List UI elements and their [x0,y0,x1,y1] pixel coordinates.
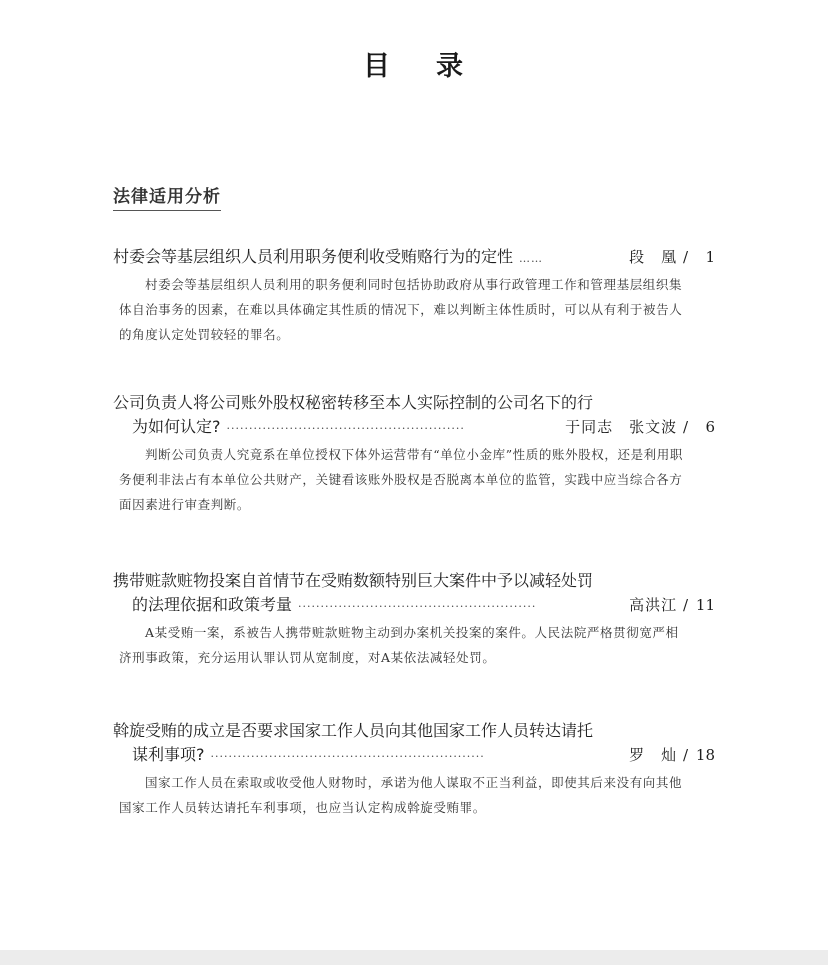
toc-entry-page-number: 1 [705,248,715,266]
toc-entry-summary: 判断公司负责人究竟系在单位授权下体外运营带有“单位小金库”性质的账外股权，还是利用职务便利非法占有本单位公共财产，关键看该账外股权是否脱离本单位的监管，实践中应当综合各方面因素进行审查判断。 [119,447,683,512]
toc-entry-title-line [113,390,715,414]
toc-entry-title: 斡旋受贿的成立是否要求国家工作人员向其他国家工作人员转达请托 [113,721,594,740]
toc-entry-summary: 村委会等基层组织人员利用的职务便利同时包括协助政府从事行政管理工作和管理基层组织集体自治事务的因素，在难以具体确定其性质的情况下，难以判断主体性质时，可以从有利于被告人的角度认定处罚较轻的罪名。 [119,277,683,342]
section-heading: 法律适用分析 [113,182,221,211]
toc-entry-page-number: 18 [695,746,715,764]
toc-entry-summary: A某受贿一案，系被告人携带赃款赃物主动到办案机关投案的案件。人民法院严格贯彻宽严相济刑事政策，充分运用认罪认罚从宽制度，对A某依法减轻处罚。 [119,625,679,665]
toc-entry-title: 村委会等基层组织人员利用职务便利收受贿赂行为的定性 [113,247,514,266]
toc-entry-title-line [113,568,715,592]
toc-entry-author: 高洪江 / [629,596,689,614]
viewer-bottom-bar [0,950,828,965]
toc-entry-title-continued: 为如何认定? [132,417,221,436]
page-title-right: 录 [436,51,465,82]
toc-entry[interactable] [113,568,715,670]
toc-entry-author: 段 凰 / [629,248,689,266]
toc-entry-title-continued: 的法理依据和政策考量 [132,595,293,614]
toc-entry-title-line [113,592,715,616]
toc-entry-title-line [113,414,715,438]
toc-leader-dots: …… [519,252,544,265]
toc-leader-dots: ····························································· [210,750,485,763]
toc-entry-author: 于同志 张文波 / [565,418,689,436]
toc-entry-title-line [113,742,715,766]
page-title-left: 目 [363,51,392,82]
toc-leader-dots: ····················································· [298,600,537,613]
toc-entry-title-continued: 谋利事项? [132,745,205,764]
toc-entry-author: 罗 灿 / [629,746,689,764]
toc-entry-title: 公司负责人将公司账外股权秘密转移至本人实际控制的公司名下的行 [113,393,594,412]
toc-entry[interactable] [113,390,715,517]
toc-entry-summary: 国家工作人员在索取或收受他人财物时，承诺为他人谋取不正当利益，即使其后来没有向其他国家工作人员转达请托车利事项，也应当认定构成斡旋受贿罪。 [119,775,683,815]
toc-entry-title-line [113,244,715,268]
toc-entry-page-number: 6 [705,418,715,436]
toc-leader-dots: ····················································· [226,422,465,435]
toc-entry-title-line [113,718,715,742]
toc-entry-page-number: 11 [695,596,715,614]
toc-entry[interactable] [113,718,715,820]
page-title [0,44,828,83]
toc-entry[interactable] [113,244,715,347]
toc-entry-title: 携带赃款赃物投案自首情节在受贿数额特别巨大案件中予以减轻处罚 [113,571,594,590]
